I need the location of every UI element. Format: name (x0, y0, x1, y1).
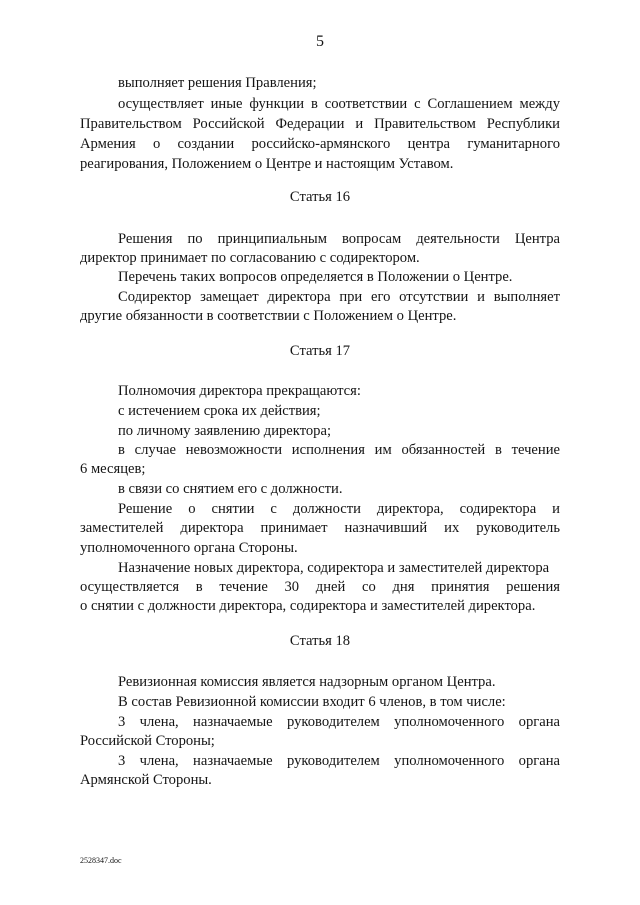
text-line: Армения о создании российско-армянского центра гуманитарного (80, 136, 560, 152)
text-line: уполномоченного органа Стороны. (80, 540, 298, 556)
text-line: Российской Стороны; (80, 733, 215, 749)
text-line: Правительством Российской Федерации и Правительством Республики (80, 116, 560, 132)
text-line: в связи со снятием его с должности. (118, 481, 343, 497)
text-line: Содиректор замещает директора при его отсутствии и выполняет (118, 289, 560, 305)
text-line: по личному заявлению директора; (118, 423, 331, 439)
text-line: заместителей директора принимает назначивший их руководитель (80, 520, 560, 536)
text-line: о снятии с должности директора, содиректора и заместителей директора. (80, 598, 536, 614)
page-number: 5 (316, 33, 324, 50)
text-line: Решение о снятии с должности директора, содиректора и (118, 501, 560, 517)
text-line: Полномочия директора прекращаются: (118, 383, 361, 399)
article-heading-17: Статья 17 (289, 343, 351, 359)
text-line: выполняет решения Правления; (118, 75, 317, 91)
text-line: с истечением срока их действия; (118, 403, 321, 419)
article-heading-18: Статья 18 (289, 633, 351, 649)
text-line: осуществляет иные функции в соответствии с Соглашением между (118, 96, 560, 112)
footer-filename: 2528347.doc (80, 856, 122, 865)
text-line: 3 члена, назначаемые руководителем уполномоченного органа (118, 753, 560, 769)
text-line: в случае невозможности исполнения им обязанностей в течение (118, 442, 560, 458)
text-line: Ревизионная комиссия является надзорным органом Центра. (118, 674, 496, 690)
text-line: Армянской Стороны. (80, 772, 212, 788)
text-line: осуществляется в течение 30 дней со дня принятия решения (80, 579, 560, 595)
text-line: Решения по принципиальным вопросам деятельности Центра (118, 231, 560, 247)
text-line: реагирования, Положением о Центре и настоящим Уставом. (80, 156, 454, 172)
text-line: В состав Ревизионной комиссии входит 6 членов, в том числе: (118, 694, 506, 710)
text-line: 3 члена, назначаемые руководителем уполномоченного органа (118, 714, 560, 730)
text-line: Назначение новых директора, содиректора и заместителей директора (118, 560, 550, 576)
text-line: 6 месяцев; (80, 461, 146, 477)
text-line: другие обязанности в соответствии с Положением о Центре. (80, 308, 457, 324)
text-line: Перечень таких вопросов определяется в Положении о Центре. (118, 269, 513, 285)
text-line: директор принимает по согласованию с содиректором. (80, 250, 420, 266)
article-heading-16: Статья 16 (289, 189, 351, 205)
